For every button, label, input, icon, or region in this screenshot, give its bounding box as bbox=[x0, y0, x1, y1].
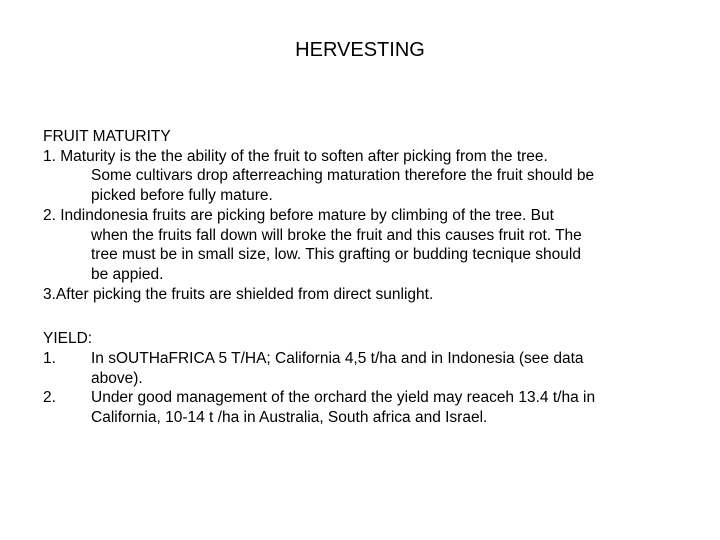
maturity-point-1-line-1: 1. Maturity is the the ability of the fruit to soften after picking from the tree. bbox=[43, 147, 548, 165]
yield-item-1-line-1: In sOUTHaFRICA 5 T/HA; California 4,5 t/ha and in Indonesia (see data bbox=[91, 350, 584, 368]
fruit-maturity-heading: FRUIT MATURITY bbox=[43, 128, 171, 145]
yield-item-1-line-2: above). bbox=[91, 369, 143, 387]
section-spacer bbox=[43, 304, 703, 329]
yield-item-2-line-2: California, 10-14 t /ha in Australia, South africa and Israel. bbox=[91, 409, 488, 427]
maturity-point-2-line-2: when the fruits fall down will broke the fruit and this causes fruit rot. The bbox=[91, 226, 582, 244]
slide-title: HERVESTING bbox=[295, 39, 425, 61]
maturity-point-2-line-1: 2. Indindonesia fruits are picking before mature by climbing of the tree. But bbox=[43, 206, 554, 224]
yield-item-1 bbox=[43, 349, 703, 369]
maturity-point-1-line-2: Some cultivars drop afterreaching maturation therefore the fruit should be bbox=[91, 167, 595, 185]
maturity-point-3-line-1: 3.After picking the fruits are shielded from direct sunlight. bbox=[43, 285, 434, 303]
yield-item-1-number: 1. bbox=[43, 350, 56, 368]
maturity-point-2-line-3: tree must be in small size, low. This grafting or budding tecnique should bbox=[91, 246, 581, 264]
maturity-point-1-line-3: picked before fully mature. bbox=[91, 187, 273, 205]
maturity-point-2-line-4: be appied. bbox=[91, 265, 164, 283]
yield-heading: YIELD: bbox=[43, 330, 93, 348]
slide-body bbox=[43, 127, 703, 428]
yield-item-2-number: 2. bbox=[43, 389, 56, 407]
yield-item-2 bbox=[43, 388, 703, 408]
yield-item-2-line-1: Under good management of the orchard the yield may reaceh 13.4 t/ha in bbox=[91, 389, 596, 407]
